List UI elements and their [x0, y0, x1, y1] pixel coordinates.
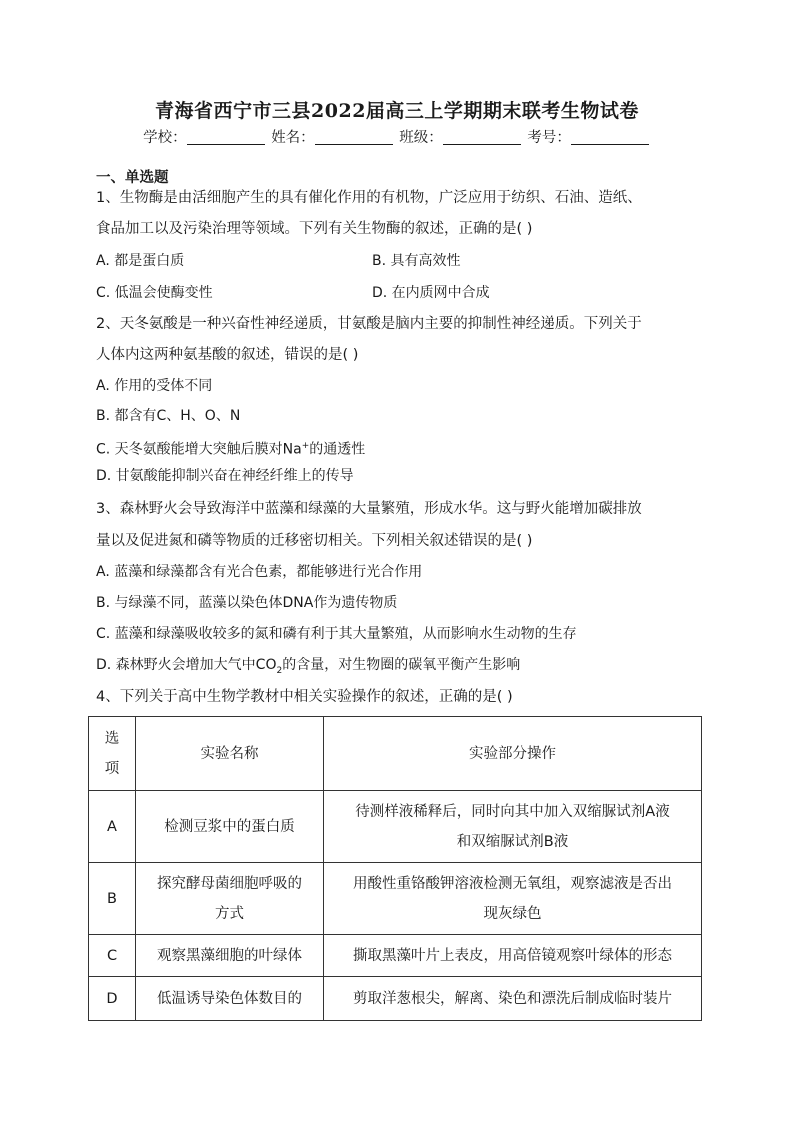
row-d-operation: 剪取洋葱根尖，解离、染色和漂洗后制成临时装片: [324, 977, 702, 1021]
row-a-operation-line1: 待测样液稀释后，同时向其中加入双缩脲试剂A液: [355, 803, 670, 820]
name-label: 姓名：: [271, 130, 315, 146]
table-row: [89, 863, 702, 935]
table-row: [89, 791, 702, 863]
class-blank[interactable]: [443, 130, 521, 145]
q3-option-c: C. 蓝藻和绿藻吸收较多的氮和磷有利于其大量繁殖，从而影响水生动物的生存: [96, 626, 577, 642]
row-c-name: 观察黑藻细胞的叶绿体: [136, 935, 324, 977]
row-b-name: [136, 863, 324, 935]
row-a-operation: [324, 791, 702, 863]
q1-option-b: B. 具有高效性: [372, 253, 461, 269]
header-option-cell: [89, 717, 136, 791]
header-name-cell: 实验名称: [136, 717, 324, 791]
table-header-row: [89, 717, 702, 791]
header-operation-cell: 实验部分操作: [324, 717, 702, 791]
table-row: [89, 935, 702, 977]
q3-stem-line1: 3、森林野火会导致海洋中蓝藻和绿藻的大量繁殖，形成水华。这与野火能增加碳排放: [96, 501, 642, 517]
q2-option-c-sup: +: [301, 441, 310, 451]
header-option-line1: 选: [104, 730, 120, 747]
table-row: [89, 977, 702, 1021]
q3-option-d-text-end: 的含量，对生物圈的碳氧平衡产生影响: [282, 657, 521, 673]
number-blank[interactable]: [571, 130, 649, 145]
row-b-operation: [324, 863, 702, 935]
q2-option-c: [96, 436, 365, 460]
row-b-name-line1: 探究酵母菌细胞呼吸的: [157, 875, 302, 892]
q3-option-d-text: D. 森林野火会增加大气中CO: [96, 657, 277, 673]
q3-option-a: A. 蓝藻和绿藻都含有光合色素，都能够进行光合作用: [96, 564, 423, 580]
q1-option-c: C. 低温会使酶变性: [96, 285, 213, 301]
q2-option-b: B. 都含有C、H、O、N: [96, 408, 241, 424]
row-d-name: 低温诱导染色体数目的: [136, 977, 324, 1021]
q4-stem: 4、下列关于高中生物学教材中相关实验操作的叙述，正确的是( ): [96, 689, 513, 705]
header-option-line2: 项: [104, 760, 120, 777]
row-c-option: C: [89, 935, 136, 977]
q2-option-a: A. 作用的受体不同: [96, 378, 213, 394]
q3-option-b: B. 与绿藻不同，蓝藻以染色体DNA作为遗传物质: [96, 595, 398, 611]
row-a-option: A: [89, 791, 136, 863]
q1-stem-line2: 食品加工以及污染治理等领域。下列有关生物酶的叙述，正确的是( ): [96, 221, 533, 237]
q3-option-d-sub: 2: [276, 665, 283, 676]
row-b-name-line2: 方式: [215, 905, 244, 922]
q2-option-c-text-end: 的通透性: [309, 441, 366, 458]
q1-option-d: D. 在内质网中合成: [372, 285, 490, 301]
q2-option-d: D. 甘氨酸能抑制兴奋在神经纤维上的传导: [96, 468, 354, 484]
row-a-operation-line2: 和双缩脲试剂B液: [456, 833, 569, 850]
section-heading: 一、单选题: [96, 170, 169, 186]
row-b-operation-line1: 用酸性重铬酸钾溶液检测无氧组，观察滤液是否出: [353, 875, 672, 892]
row-d-option: D: [89, 977, 136, 1021]
q1-option-a: A. 都是蛋白质: [96, 253, 185, 269]
q3-stem-line2: 量以及促进氮和磷等物质的迁移密切相关。下列相关叙述错误的是( ): [96, 533, 533, 549]
number-label: 考号：: [527, 130, 571, 146]
row-a-name: 检测豆浆中的蛋白质: [136, 791, 324, 863]
q2-stem-line2: 人体内这两种氨基酸的叙述，错误的是( ): [96, 347, 359, 363]
q2-stem-line1: 2、天冬氨酸是一种兴奋性神经递质，甘氨酸是脑内主要的抑制性神经递质。下列关于: [96, 316, 642, 332]
school-label: 学校：: [143, 130, 187, 146]
name-blank[interactable]: [315, 130, 393, 145]
q1-stem-line1: 1、生物酶是由活细胞产生的具有催化作用的有机物，广泛应用于纺织、石油、造纸、: [96, 190, 642, 206]
school-blank[interactable]: [187, 130, 265, 145]
student-info-line: [0, 126, 794, 147]
row-b-option: B: [89, 863, 136, 935]
q2-option-c-text: C. 天冬氨酸能增大突触后膜对Na: [96, 441, 302, 458]
experiment-table: [88, 716, 702, 1021]
row-c-operation: 撕取黑藻叶片上表皮，用高倍镜观察叶绿体的形态: [324, 935, 702, 977]
exam-title: 青海省西宁市三县2022届高三上学期期末联考生物试卷: [155, 100, 639, 122]
class-label: 班级：: [399, 130, 443, 146]
row-b-operation-line2: 现灰绿色: [483, 905, 542, 922]
q3-option-d: [96, 655, 520, 681]
